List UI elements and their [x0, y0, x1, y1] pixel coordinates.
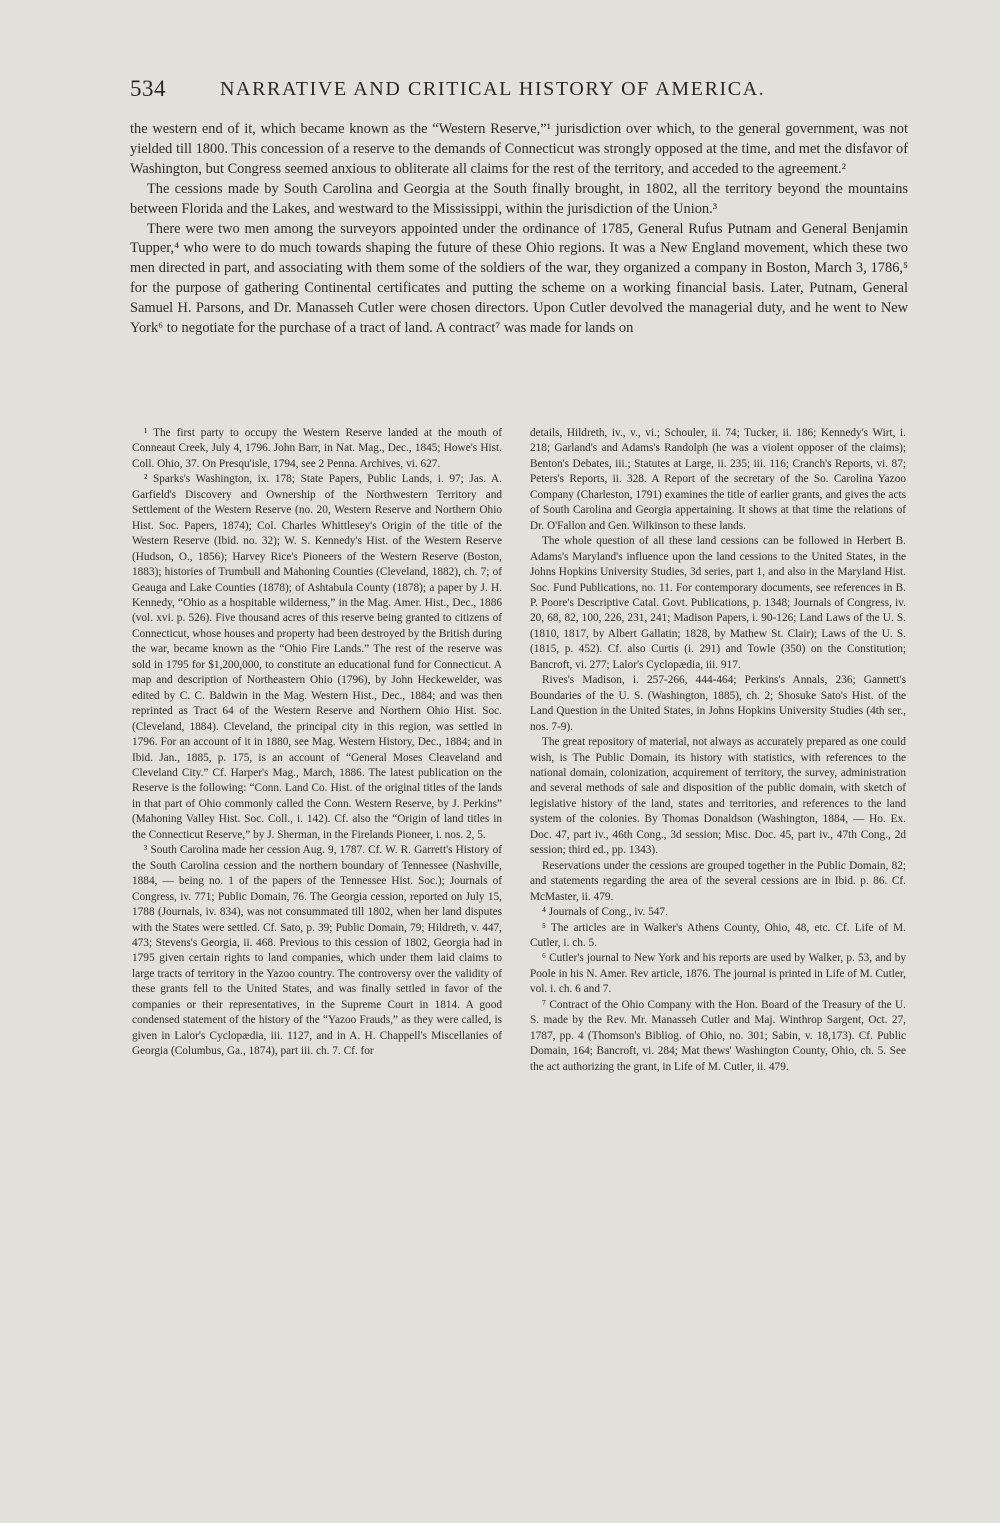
footnote-1: ¹ The first party to occupy the Western Reserve landed at the mouth of Conneaut Creek, July 4, 1796. John Barr, in Nat. Mag., Dec., 1845; Howe's Hist. Coll. Ohio, 37. On Presqu'isle, 1794, see 2 Penna. Archives, vi. 627.	[132, 427, 502, 470]
footnotes-right-column	[530, 426, 906, 1075]
footnote-2: ² Sparks's Washington, ix. 178; State Papers, Public Lands, i. 97; Jas. A. Garfield's Discovery and Ownership of the Northwestern Territory and Settlement of the Western Reserve (no. 20, Western Reserve and Northern Ohio Hist. Soc. Papers, 1874); Col. Charles Whittlesey's Origin of the title of the Western Reserve (Ibid. no. 32); W. S. Kennedy's Hist. of the Western Reserve (Hudson, O., 1856); Harvey Rice's Pioneers of the Western Reserve (Boston, 1883); histories of Trumbull and Mahoning Counties (Cleveland, 1882), ch. 7; of Geauga and Lake Counties (1878); of Ashtabula County (1878); a paper by J. H. Kennedy, “Ohio as a hospitable wilderness,” in the Mag. Amer. Hist., Dec., 1886 (vol. xvi. p. 526). Five thousand acres of this reserve being granted to citizens of Connecticut, whose houses and property had been destroyed by the British during the war, became known as the “Ohio Fire Lands.” The rest of the reserve was sold in 1795 for $1,200,000, to constitute an educational fund for Connecticut. A map and description of Northeastern Ohio (1796), by John Heckewelder, was edited by C. C. Baldwin in the Mag. Western Hist., Dec., 1884; and was then reprinted as Tract 64 of the Western Reserve and Northern Ohio Hist. Soc. (Cleveland, 1884). Cleveland, the principal city in this region, was settled in 1796. For an account of it in 1880, see Mag. Western History, Dec., 1884; and in Ibid. Jan., 1885, p. 175, is an account of “General Moses Cleaveland and Cleveland City.” Cf. Harper's Mag., March, 1886. The latest publication on the Reserve is the following: “Conn. Land Co. Hist. of the original titles of the lands in that part of Ohio commonly called the Conn. Western Reserve, by J. Perkins” (Mahoning Valley Hist. Soc. Coll., i. 142). Cf. also the “Origin of land titles in the Connecticut Reserve,” by J. Sherman, in the Firelands Pioneer, i. nos. 2, 5.	[132, 473, 502, 841]
footnote-3: ³ South Carolina made her cession Aug. 9, 1787. Cf. W. R. Garrett's History of the South Carolina cession and the northern boundary of Tennessee (Nashville, 1884, — being no. 1 of the papers of the Tennessee Hist. Soc.); Journals of Congress, iv. 771; Public Domain, 76. The Georgia cession, reported on July 15, 1788 (Journals, iv. 834), was not consummated till 1802, when her land disputes with the States were settled. Cf. Sato, p. 39; Public Domain, 79; Hildreth, v. 447, 473; Stevens's Georgia, ii. 468. Previous to this cession of 1802, Georgia had in 1795 given certain rights to land companies, which under them laid claims to large tracts of territory in the Yazoo country. The controversy over the validity of these grants fell to the United States, and was finally settled in favor of the companies or their representatives, in the Supreme Court in 1814. A good condensed statement of the history of the “Yazoo Frauds,” as they were called, is given in Lalor's Cyclopædia, iii. 1127, and in A. H. Chappell's Miscellanies of Georgia (Columbus, Ga., 1874), part iii. ch. 7. Cf. for	[132, 844, 502, 1058]
page-header	[130, 76, 910, 110]
footnote-paragraph: The great repository of material, not always as accurately prepared as one could wish, is The Public Domain, its history with statistics, with references to the national domain, colonization, acquirement of territory, the survey, administration and several methods of sale and disposition of the public domain, with sketch of legislative history of the land, states and territories, and references to the land system of the colonies. By Thomas Donaldson (Washington, 1884, — Ho. Ex. Doc. 47, part iv., 46th Cong., 3d session; Misc. Doc. 45, part iv., 47th Cong., 2d session; third ed., pp. 1343).	[530, 736, 906, 857]
footnote-4: ⁴ Journals of Cong., iv. 547.	[542, 906, 668, 919]
body-paragraph: the western end of it, which became known as the “Western Reserve,”¹ jurisdiction over which, to the general government, was not yielded till 1800. This concession of a reserve to the demands of Connecticut was strongly opposed at the time, and met the disfavor of Washington, but Congress seemed anxious to obliterate all claims for the rest of the territory, and acceded to the agreement.²	[130, 121, 908, 177]
footnote-6: ⁶ Cutler's journal to New York and his reports are used by Walker, p. 53, and by Poole in his N. Amer. Rev article, 1876. The journal is printed in Life of M. Cutler, vol. i. ch. 6 and 7.	[530, 952, 906, 996]
footnote-paragraph: Reservations under the cessions are grouped together in the Public Domain, 82; and statements regarding the area of the several cessions are in Ibid. p. 86. Cf. McMaster, ii. 479.	[530, 859, 906, 903]
page-number: 534	[130, 76, 166, 101]
footnote-paragraph: Rives's Madison, i. 257-266, 444-464; Perkins's Annals, 236; Gannett's Boundaries of the U. S. (Washington, 1885), ch. 2; Shosuke Sato's Hist. of the Land Question in the United States, in Johns Hopkins University Studies (4th ser., nos. 7-9).	[530, 674, 906, 733]
footnote-3-continued: details, Hildreth, iv., v., vi.; Schouler, ii. 74; Tucker, ii. 186; Kennedy's Wirt, i. 218; Garland's and Adams's Randolph (he was a violent opposer of the claims); Benton's Debates, iii.; Statutes at Large, ii. 235; iii. 116; Cranch's Reports, vi. 87; Peters's Reports, ii. 328. A Report of the secretary of the So. Carolina Yazoo Company (Charleston, 1791) examines the title of earlier grants, and gives the acts of South Carolina and Georgia appertaining. It shows at that time the relations of Dr. O'Fallon and Gen. Wilkinson to these lands.	[530, 427, 906, 532]
main-text	[130, 120, 908, 339]
footnote-paragraph: The whole question of all these land cessions can be followed in Herbert B. Adams's Maryland's influence upon the land cessions to the United States, in the Johns Hopkins University Studies, 3d series, part 1, and also in the Maryland Hist. Soc. Fund Publications, no. 11. For contemporary documents, see references in B. P. Poore's Descriptive Catal. Govt. Publications, p. 1348; Journals of Congress, iv. 20, 68, 82, 100, 226, 231, 241; Madison Papers, i. 90-126; Land Laws of the U. S. (1810, 1817, by Albert Gallatin; 1828, by Mathew St. Clair); Laws of the U. S. (1815, p. 452). Cf. also Curtis (i. 291) and Towle (350) on the Constitution; Bancroft, vi. 277; Lalor's Cyclopædia, iii. 917.	[530, 535, 906, 671]
footnotes-left-column	[132, 426, 502, 1060]
running-head: NARRATIVE AND CRITICAL HISTORY OF AMERICA.	[220, 78, 766, 100]
body-paragraph: The cessions made by South Carolina and Georgia at the South finally brought, in 1802, all the territory beyond the mountains between Florida and the Lakes, and westward to the Mississippi, within the jurisdiction of the Union.³	[130, 180, 908, 217]
footnote-5: ⁵ The articles are in Walker's Athens County, Ohio, 48, etc. Cf. Life of M. Cutler, i. ch. 5.	[530, 921, 906, 949]
footnote-7: ⁷ Contract of the Ohio Company with the Hon. Board of the Treasury of the U. S. made by the Rev. Mr. Manasseh Cutler and Maj. Winthrop Sargent, Oct. 27, 1787, pp. 4 (Thomson's Bibliog. of Ohio, no. 301; Sabin, v. 18,173). Cf. Public Domain, 164; Bancroft, vi. 284; Mat thews' Washington County, Ohio, ch. 5. See the act authorizing the grant, in Life of M. Cutler, ii. 479.	[530, 998, 906, 1073]
body-paragraph: There were two men among the surveyors appointed under the ordinance of 1785, General Rufus Putnam and General Benjamin Tupper,⁴ who were to do much towards shaping the future of these Ohio regions. It was a New England movement, which these two men directed in part, and associating with them some of the soldiers of the war, they organized a company in Boston, March 3, 1786,⁵ for the purpose of gathering Continental certificates and putting the scheme on a working financial basis. Later, Putnam, General Samuel H. Parsons, and Dr. Manasseh Cutler were chosen directors. Upon Cutler devolved the managerial duty, and he went to New York⁶ to negotiate for the purchase of a tract of land. A contract⁷ was made for lands on	[130, 220, 908, 337]
